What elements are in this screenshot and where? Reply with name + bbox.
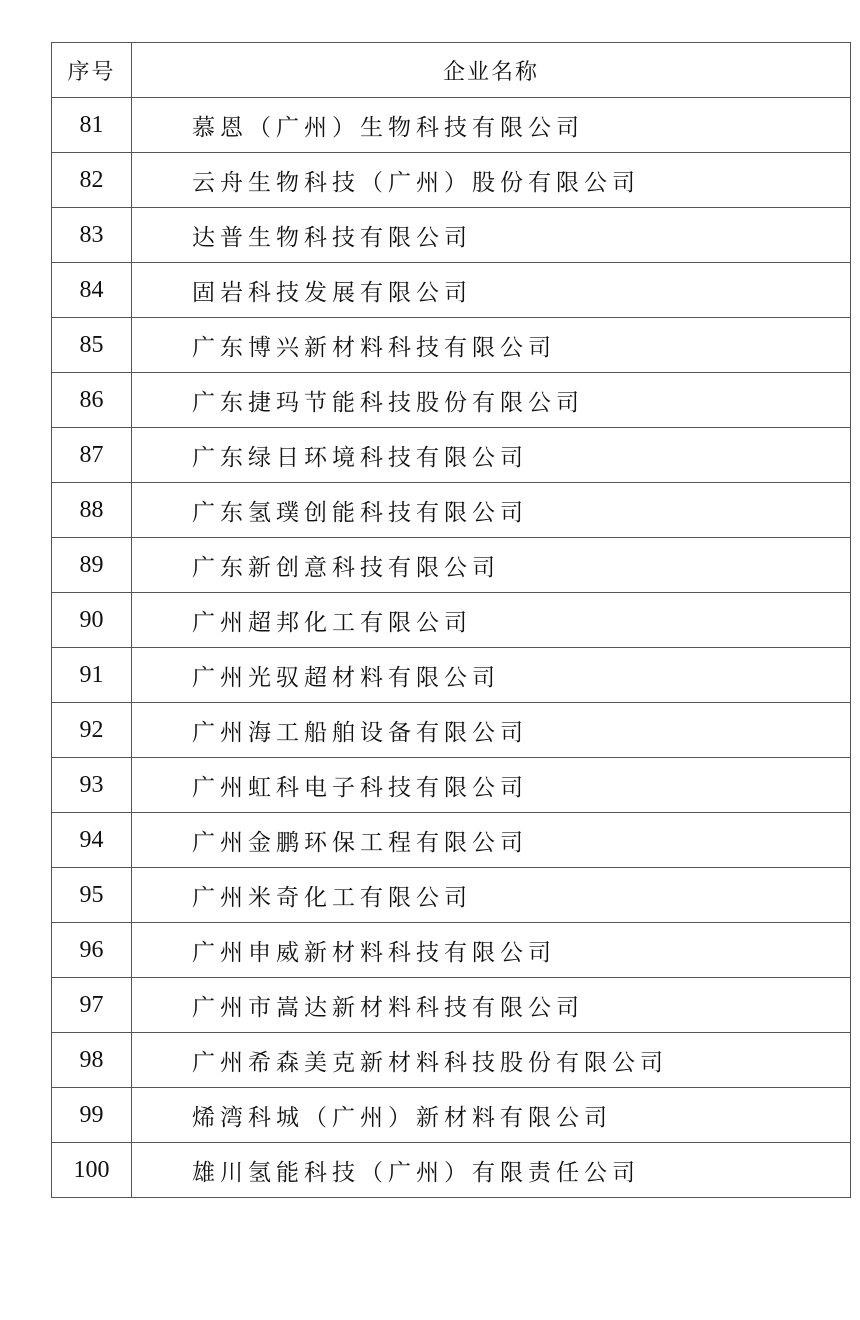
table-header [52,43,851,98]
table-row [52,1088,851,1143]
table-row [52,648,851,703]
row-serial-number: 89 [52,538,132,593]
row-serial-number: 92 [52,703,132,758]
table-body [52,98,851,1198]
table-row [52,813,851,868]
row-company-name: 广东新创意科技有限公司 [132,538,851,593]
company-table [51,42,851,1198]
row-company-name: 广东博兴新材料科技有限公司 [132,318,851,373]
table-row [52,1033,851,1088]
row-serial-number: 90 [52,593,132,648]
row-company-name: 烯湾科城（广州）新材料有限公司 [132,1088,851,1143]
header-company-name: 企业名称 [132,43,851,98]
row-company-name: 雄川氢能科技（广州）有限责任公司 [132,1143,851,1198]
row-serial-number: 87 [52,428,132,483]
row-company-name: 广州超邦化工有限公司 [132,593,851,648]
row-serial-number: 93 [52,758,132,813]
row-company-name: 广州申威新材料科技有限公司 [132,923,851,978]
table-row [52,703,851,758]
table-row [52,318,851,373]
table-row [52,263,851,318]
row-serial-number: 95 [52,868,132,923]
table-row [52,153,851,208]
row-company-name: 广东氢璞创能科技有限公司 [132,483,851,538]
row-company-name: 达普生物科技有限公司 [132,208,851,263]
table-row [52,758,851,813]
header-serial-number: 序号 [52,43,132,98]
table-row [52,868,851,923]
table-row [52,208,851,263]
table-row [52,373,851,428]
header-row [52,43,851,98]
row-company-name: 广东捷玛节能科技股份有限公司 [132,373,851,428]
row-company-name: 广州虹科电子科技有限公司 [132,758,851,813]
row-company-name: 广州米奇化工有限公司 [132,868,851,923]
table-row [52,1143,851,1198]
row-serial-number: 81 [52,98,132,153]
row-company-name: 云舟生物科技（广州）股份有限公司 [132,153,851,208]
table-row [52,538,851,593]
row-company-name: 慕恩（广州）生物科技有限公司 [132,98,851,153]
row-company-name: 广州海工船舶设备有限公司 [132,703,851,758]
row-serial-number: 82 [52,153,132,208]
row-company-name: 固岩科技发展有限公司 [132,263,851,318]
table-row [52,593,851,648]
row-serial-number: 91 [52,648,132,703]
row-serial-number: 98 [52,1033,132,1088]
row-serial-number: 83 [52,208,132,263]
row-serial-number: 88 [52,483,132,538]
row-company-name: 广州市嵩达新材料科技有限公司 [132,978,851,1033]
row-serial-number: 85 [52,318,132,373]
row-serial-number: 86 [52,373,132,428]
table-row [52,923,851,978]
row-company-name: 广州金鹏环保工程有限公司 [132,813,851,868]
row-serial-number: 84 [52,263,132,318]
table-row [52,428,851,483]
row-serial-number: 97 [52,978,132,1033]
row-company-name: 广州希森美克新材料科技股份有限公司 [132,1033,851,1088]
row-serial-number: 99 [52,1088,132,1143]
table-row [52,483,851,538]
table-row [52,98,851,153]
table-row [52,978,851,1033]
row-company-name: 广东绿日环境科技有限公司 [132,428,851,483]
row-company-name: 广州光驭超材料有限公司 [132,648,851,703]
row-serial-number: 94 [52,813,132,868]
row-serial-number: 100 [52,1143,132,1198]
row-serial-number: 96 [52,923,132,978]
